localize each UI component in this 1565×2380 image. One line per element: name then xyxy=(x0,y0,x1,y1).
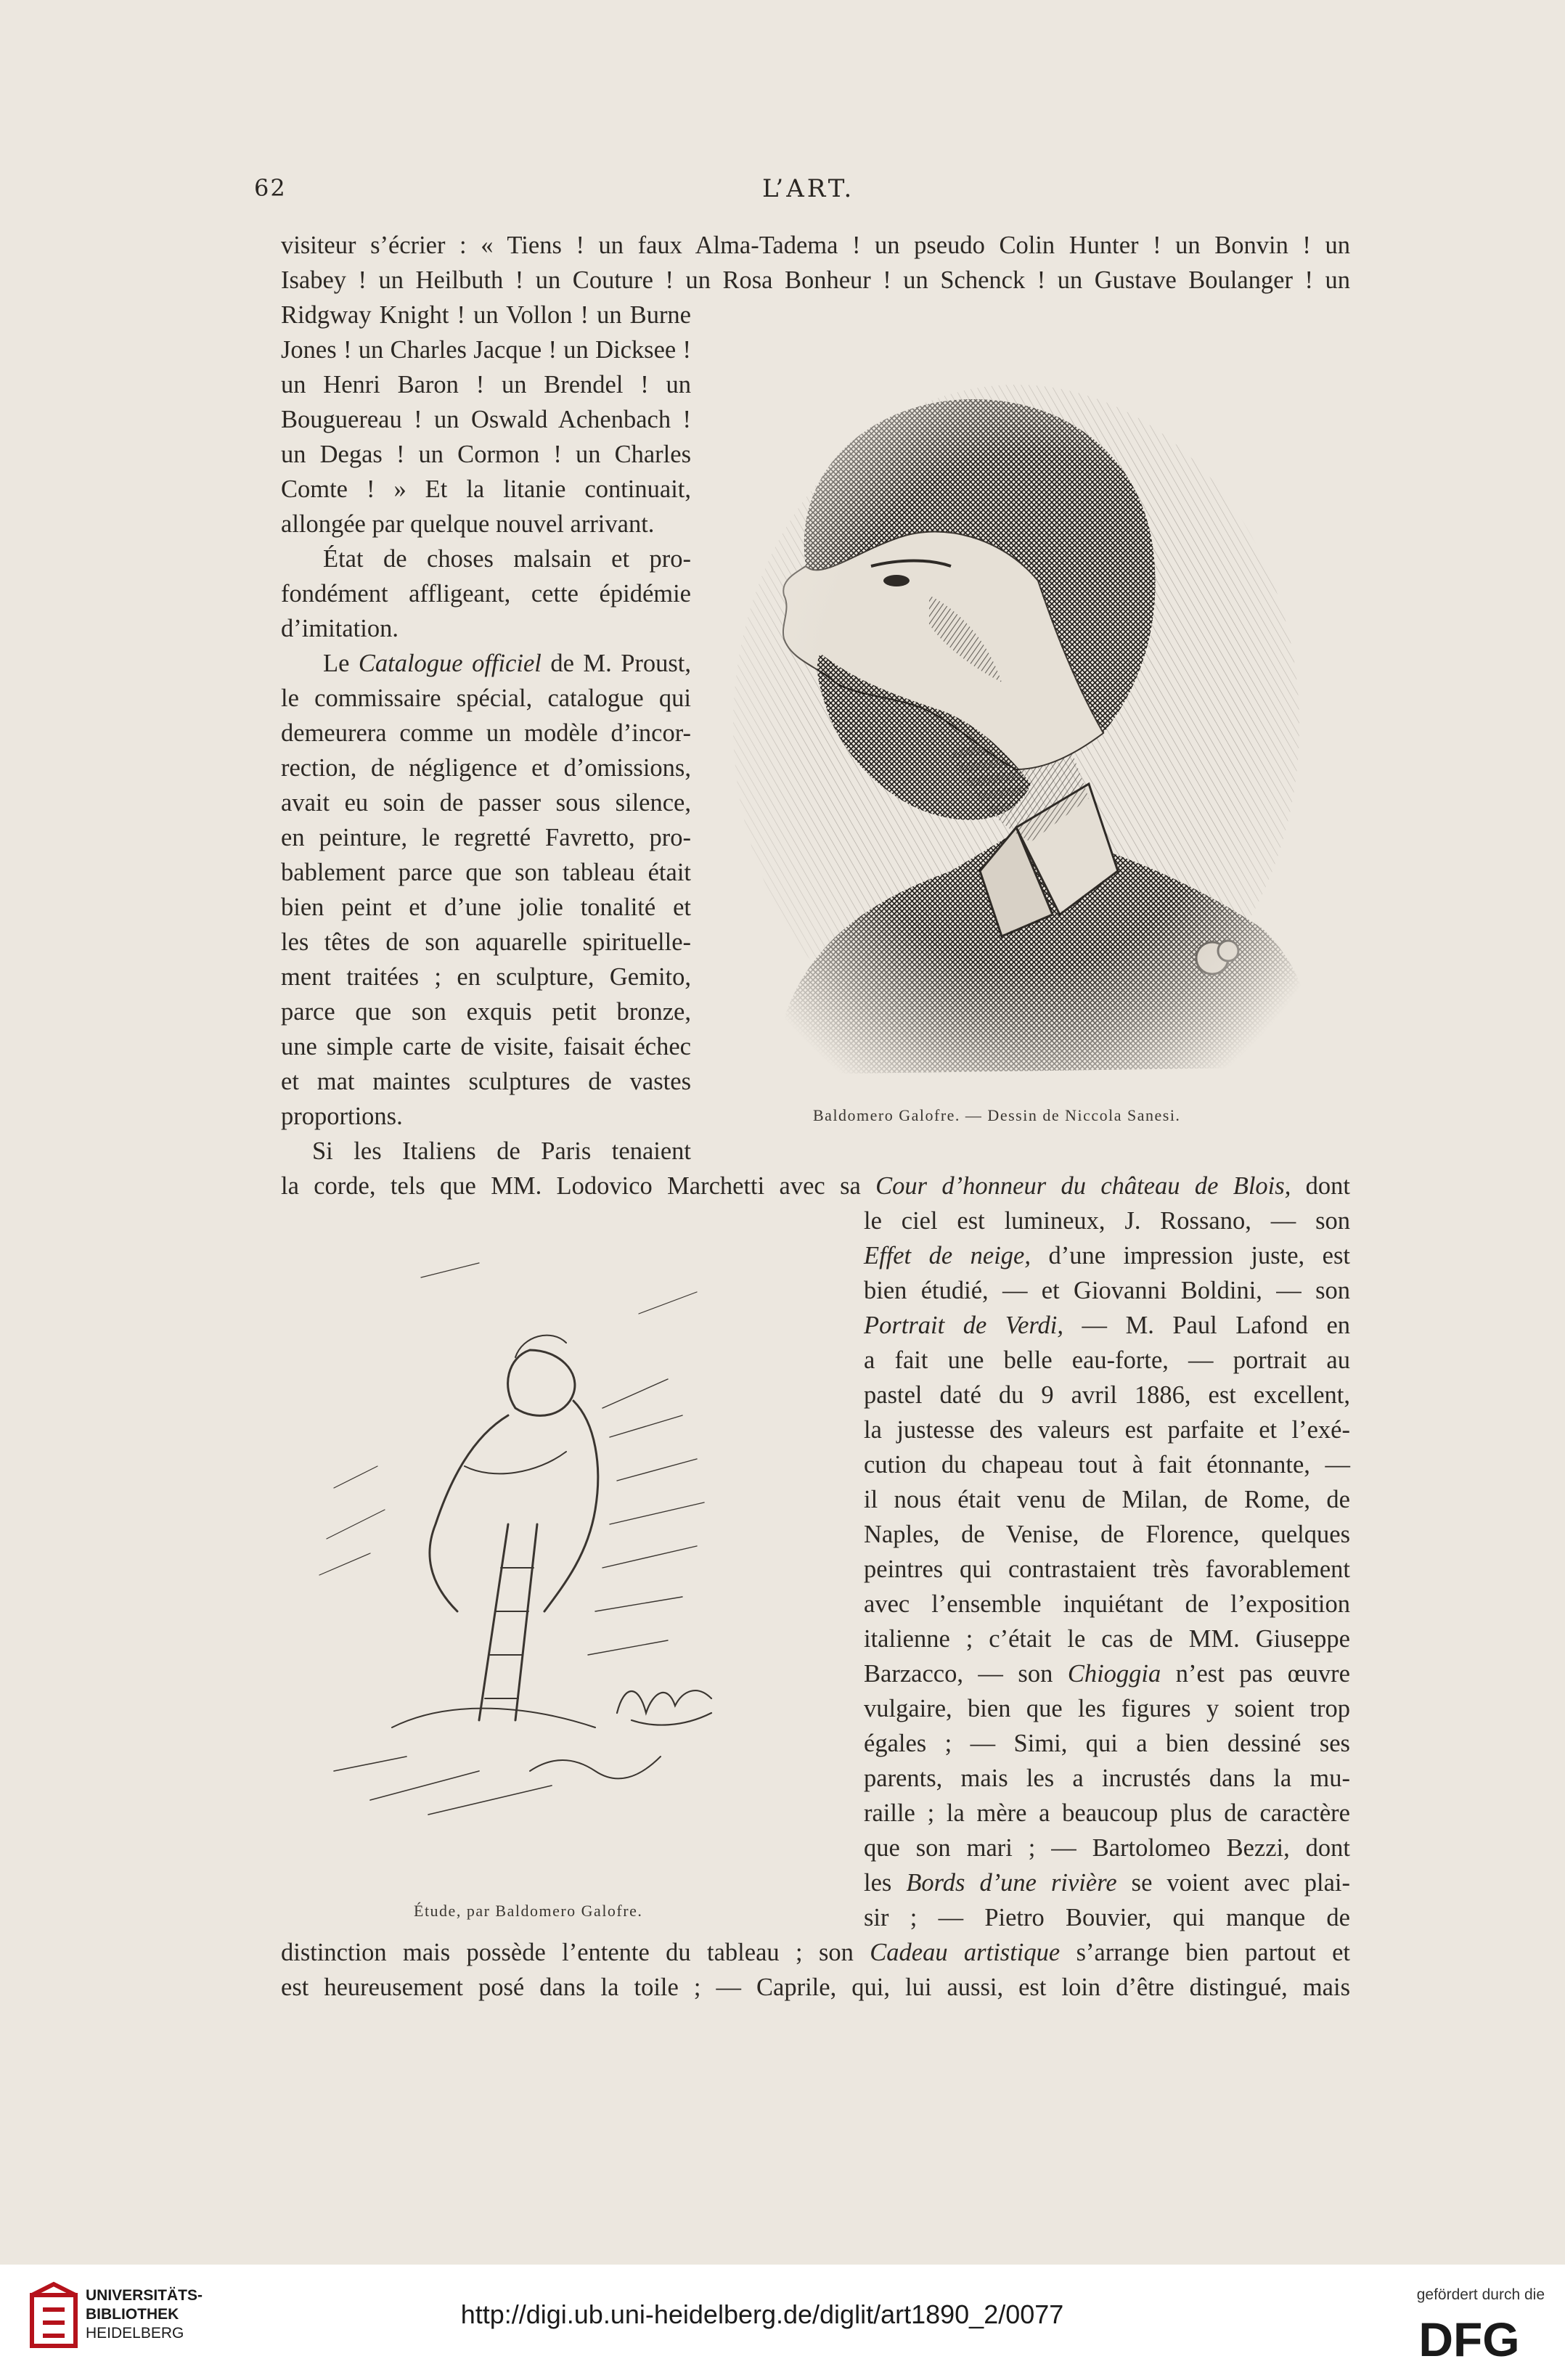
text-line: sir ; — Pietro Bouvier, qui manque de xyxy=(864,1904,1350,1931)
text-line: et mat maintes sculptures de vastes xyxy=(281,1068,691,1095)
text-line: Le Catalogue officiel de M. Proust, xyxy=(323,650,692,677)
text-line: il nous était venu de Milan, de Rome, de xyxy=(864,1486,1350,1513)
library-name xyxy=(86,2286,203,2343)
text-line: a fait une belle eau-forte, — portrait au xyxy=(864,1346,1350,1374)
sponsor-label: gefördert durch die xyxy=(1416,2286,1545,2303)
text-line: fondément affligeant, cette épidémie xyxy=(281,580,691,608)
dfg-logo xyxy=(1398,2314,1540,2363)
text-line: un Degas ! un Cormon ! un Charles xyxy=(281,441,691,468)
text-line: est heureusement posé dans la toile ; — Caprile, qui, lui aussi, est loin d’être distingué, mais xyxy=(281,1974,1350,2001)
text-line: Ridgway Knight ! un Vollon ! un Burne xyxy=(281,301,691,329)
text-line: cution du chapeau tout à fait étonnante, — xyxy=(864,1451,1350,1479)
text-line: la justesse des valeurs est parfaite et l’exé- xyxy=(864,1416,1350,1444)
page-header xyxy=(254,174,1350,218)
portrait-engraving xyxy=(711,319,1350,1103)
text-line: que son mari ; — Bartolomeo Bezzi, dont xyxy=(864,1834,1350,1862)
permalink-url[interactable]: http://digi.ub.uni-heidelberg.de/diglit/art1890_2/0077 xyxy=(460,2299,1064,2329)
text-line: peintres qui contrastaient très favorablement xyxy=(864,1555,1350,1583)
text-line: bien peint et d’une jolie tonalité et xyxy=(281,893,691,921)
text-line: parents, mais les a incrustés dans la mu- xyxy=(864,1764,1350,1792)
text-line: italienne ; c’était le cas de MM. Giuseppe xyxy=(864,1625,1350,1653)
text-line: les Bords d’une rivière se voient avec plai- xyxy=(864,1869,1350,1897)
text-line: avait eu soin de passer sous silence, xyxy=(281,789,691,817)
digitization-footer xyxy=(0,2265,1565,2380)
text-line: distinction mais possède l’entente du tableau ; son Cadeau artistique s’arrange bien partout et xyxy=(281,1939,1350,1966)
text-line: ment traitées ; en sculpture, Gemito, xyxy=(281,963,691,991)
text-line: Effet de neige, d’une impression juste, est xyxy=(864,1242,1350,1269)
text-line: Comte ! » Et la litanie continuait, xyxy=(281,475,691,503)
text-line: les têtes de son aquarelle spirituelle- xyxy=(281,928,691,956)
text-line: rection, de négligence et d’omissions, xyxy=(281,754,691,782)
text-line: égales ; — Simi, qui a bien dessiné ses xyxy=(864,1730,1350,1757)
text-line: État de choses malsain et pro- xyxy=(323,545,691,573)
text-line: Barzacco, — son Chioggia n’est pas œuvre xyxy=(864,1660,1350,1688)
sketch-caption: Étude, par Baldomero Galofre. xyxy=(414,1902,643,1920)
text-line: Isabey ! un Heilbuth ! un Couture ! un Rosa Bonheur ! un Schenck ! un Gustave Boulanger ! un xyxy=(281,266,1350,294)
text-line: le ciel est lumineux, J. Rossano, — son xyxy=(864,1207,1350,1235)
text-line: la corde, tels que MM. Lodovico Marchetti avec sa Cour d’honneur du château de Blois, dont xyxy=(281,1172,1351,1200)
text-line: Bouguereau ! un Oswald Achenbach ! xyxy=(281,406,691,433)
text-line: Si les Italiens de Paris tenaient xyxy=(312,1137,691,1165)
running-title: L’ART. xyxy=(762,174,855,203)
text-line: Jones ! un Charles Jacque ! un Dicksee ! xyxy=(281,336,691,364)
text-line: vulgaire, bien que les figures y soient trop xyxy=(864,1695,1350,1722)
text-line: pastel daté du 9 avril 1886, est excellent, xyxy=(864,1381,1350,1409)
text-line: bablement parce que son tableau était xyxy=(281,859,691,886)
text-line: une simple carte de visite, faisait échec xyxy=(281,1033,691,1060)
text-line: parce que son exquis petit bronze, xyxy=(281,998,691,1026)
text-line: Portrait de Verdi, — M. Paul Lafond en xyxy=(864,1312,1351,1339)
page-number: 62 xyxy=(254,174,287,202)
text-line: Naples, de Venise, de Florence, quelques xyxy=(864,1521,1350,1548)
dfg-logo-text: DFG xyxy=(1418,2314,1520,2363)
text-line: en peinture, le regretté Favretto, pro- xyxy=(281,824,691,851)
text-line: bien étudié, — et Giovanni Boldini, — son xyxy=(864,1277,1350,1304)
text-line: raille ; la mère a beaucoup plus de caractère xyxy=(864,1799,1350,1827)
text-line: avec l’ensemble inquiétant de l’exposition xyxy=(864,1590,1350,1618)
sketch-illustration xyxy=(290,1248,849,1887)
portrait-caption: Baldomero Galofre. — Dessin de Niccola Sanesi. xyxy=(813,1106,1181,1124)
library-name-line2: BIBLIOTHEK xyxy=(86,2306,179,2323)
library-name-line1: UNIVERSITÄTS- xyxy=(86,2287,203,2304)
text-line: le commissaire spécial, catalogue qui xyxy=(281,684,691,712)
text-line: visiteur s’écrier : « Tiens ! un faux Alma-Tadema ! un pseudo Colin Hunter ! un Bonvin ! un xyxy=(281,232,1350,259)
text-line: allongée par quelque nouvel arrivant. xyxy=(281,510,655,538)
text-line: un Henri Baron ! un Brendel ! un xyxy=(281,371,691,398)
text-line: d’imitation. xyxy=(281,615,399,642)
text-line: proportions. xyxy=(281,1103,403,1130)
text-line: demeurera comme un modèle d’incor- xyxy=(281,719,691,747)
library-name-line3: HEIDELBERG xyxy=(86,2325,184,2342)
